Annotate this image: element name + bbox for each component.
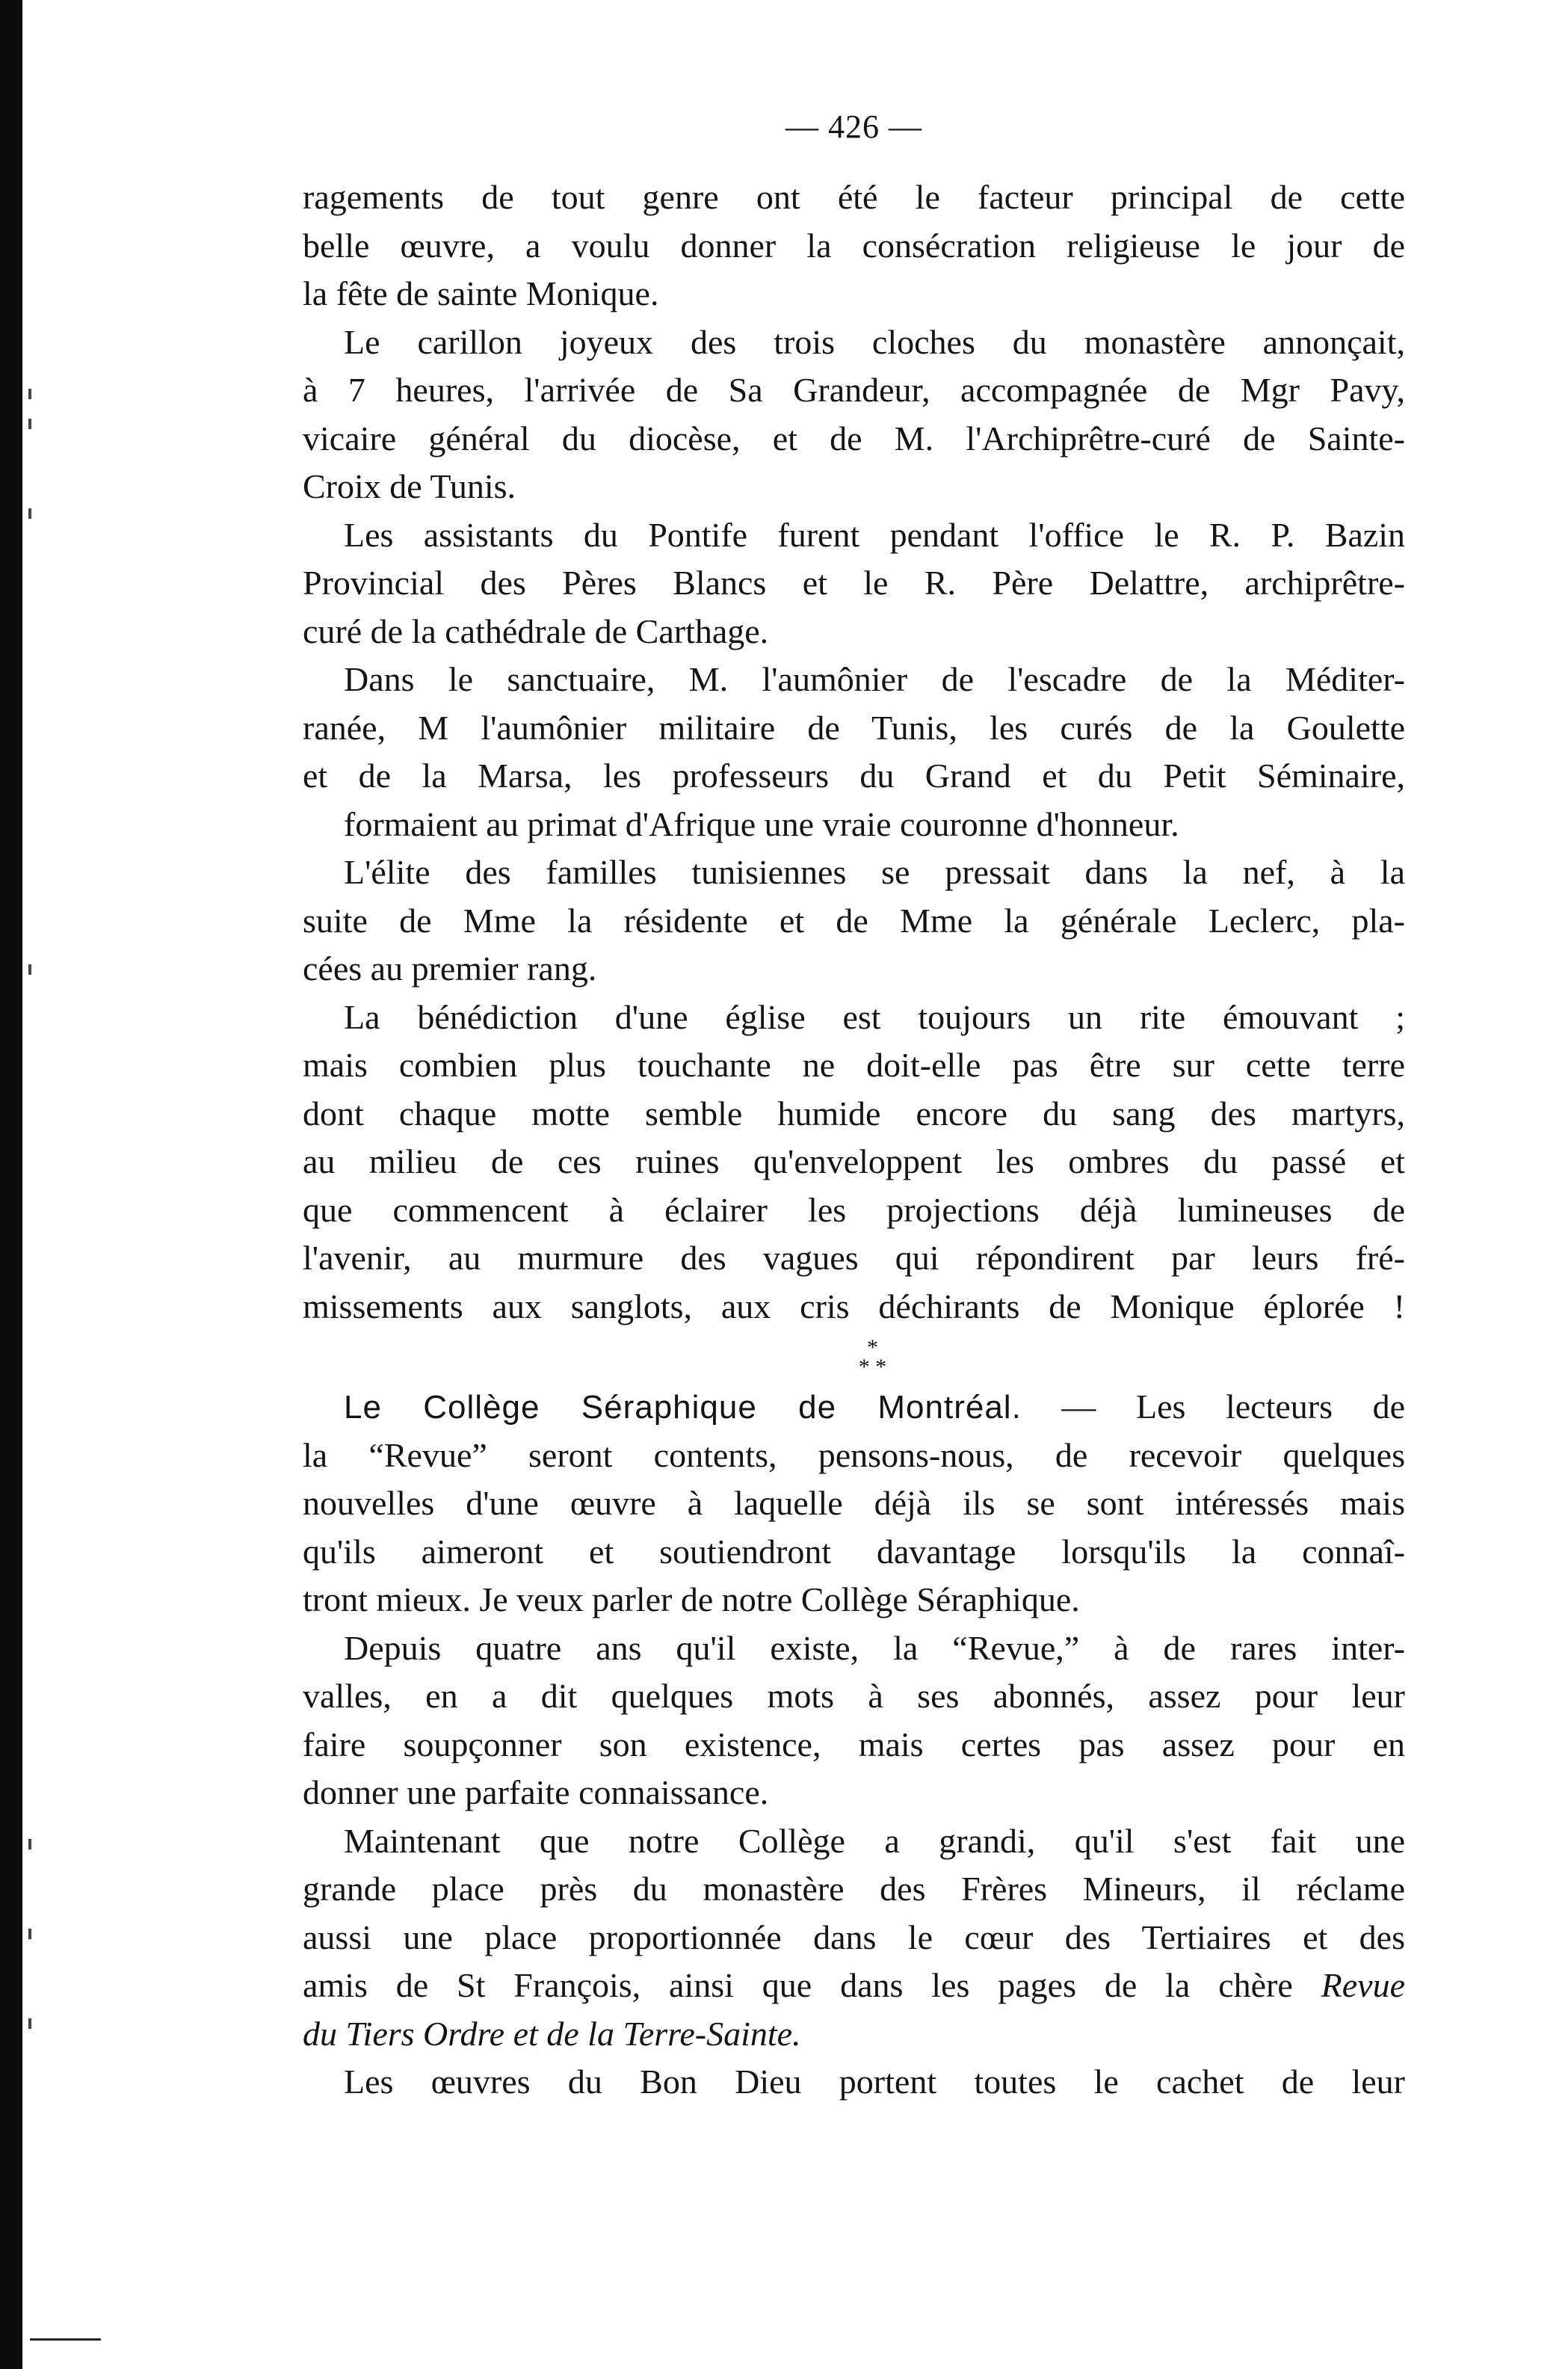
- margin-mark: [28, 419, 31, 429]
- text-line: vicaire général du diocèse, et de M. l'Archiprêtre-curé de Sainte-: [303, 419, 1405, 458]
- text-line: nouvelles d'une œuvre à laquelle déjà ils se sont intéressés mais: [303, 1484, 1405, 1522]
- text-line: Maintenant que notre Collège a grandi, qu'il s'est fait une: [344, 1821, 1405, 1860]
- text-line: Le carillon joyeux des trois cloches du monastère annonçait,: [344, 322, 1405, 361]
- text-line: belle œuvre, a voulu donner la consécration religieuse le jour de: [303, 226, 1405, 265]
- paragraph: [303, 511, 1405, 656]
- text-line: qu'ils aimeront et soutiendront davantage lorsqu'ils la connaî-: [303, 1532, 1405, 1571]
- margin-mark: [28, 389, 31, 399]
- text-line: faire soupçonner son existence, mais certes pas assez pour en: [303, 1725, 1405, 1763]
- italic-title: Revue: [1321, 1966, 1405, 2004]
- margin-mark: [28, 1929, 31, 1939]
- paragraph: [303, 2058, 1405, 2107]
- margin-mark: [28, 2018, 31, 2029]
- text-line: dont chaque motte semble humide encore du sang des martyrs,: [303, 1094, 1405, 1133]
- asterism-separator: [303, 1331, 1405, 1383]
- margin-mark: [28, 508, 31, 519]
- text-line: Depuis quatre ans qu'il existe, la “Revue,” à de rares inter-: [344, 1628, 1405, 1667]
- text-line: Les assistants du Pontife furent pendant l'office le R. P. Bazin: [344, 515, 1405, 554]
- page-number: — 426 —: [785, 108, 922, 145]
- page-body: [303, 105, 1405, 2107]
- text-line: aussi une place proportionnée dans le cœur des Tertiaires et des: [303, 1917, 1405, 1956]
- text-line: ranée, M l'aumônier militaire de Tunis, les curés de la Goulette: [303, 708, 1405, 747]
- text-line: à 7 heures, l'arrivée de Sa Grandeur, accompagnée de Mgr Pavy,: [303, 371, 1405, 409]
- text-line: que commencent à éclairer les projections déjà lumineuses de: [303, 1190, 1405, 1229]
- paragraph: [303, 1817, 1405, 2059]
- text-line: Croix de Tunis.: [303, 467, 516, 505]
- text-line: missements aux sanglots, aux cris déchirants de Monique éplorée !: [303, 1287, 1405, 1325]
- section-heading-line: [303, 1383, 1405, 1432]
- text-line: curé de la cathédrale de Carthage.: [303, 611, 769, 650]
- em-dash: —: [1021, 1387, 1136, 1426]
- text-line: suite de Mme la résidente et de Mme la générale Leclerc, pla-: [303, 901, 1405, 940]
- text-line: L'élite des familles tunisiennes se pressait dans la nef, à la: [344, 853, 1405, 891]
- text-line: Provincial des Pères Blancs et le R. Père Delattre, archiprêtre-: [303, 564, 1405, 602]
- text-line: ragements de tout genre ont été le facteur principal de cette: [303, 178, 1405, 216]
- italic-title-line: du Tiers Ordre et de la Terre-Sainte.: [303, 2014, 801, 2053]
- margin-mark: [28, 964, 31, 975]
- paragraph: [303, 656, 1405, 848]
- paragraph: [303, 1383, 1405, 1624]
- footer-rule: [30, 2338, 101, 2341]
- asterism-top: *: [867, 1335, 878, 1360]
- paragraph: [303, 993, 1405, 1331]
- text-line: La bénédiction d'une église est toujours un rite émouvant ;: [344, 997, 1405, 1036]
- text-line: mais combien plus touchante ne doit-elle pas être sur cette terre: [303, 1046, 1405, 1084]
- text-line: donner une parfaite connaissance.: [303, 1773, 769, 1811]
- text-line: Dans le sanctuaire, M. l'aumônier de l'escadre de la Méditer-: [344, 660, 1405, 698]
- text-line: tront mieux. Je veux parler de notre Collège Séraphique.: [303, 1580, 1080, 1618]
- text-line: au milieu de ces ruines qu'enveloppent les ombres du passé et: [303, 1142, 1405, 1180]
- text-line: et de la Marsa, les professeurs du Grand et du Petit Séminaire,: [303, 757, 1405, 795]
- section-heading: Le Collège Séraphique de Montréal.: [344, 1389, 1022, 1426]
- paragraph: [303, 1624, 1405, 1817]
- paragraph: [303, 318, 1405, 511]
- text-line: formaient au primat d'Afrique une vraie couronne d'honneur.: [344, 804, 1179, 843]
- text-line: grande place près du monastère des Frères Mineurs, il réclame: [303, 1870, 1405, 1908]
- text-line: l'avenir, au murmure des vagues qui répondirent par leurs fré-: [303, 1239, 1405, 1277]
- binding-edge: [0, 0, 22, 2369]
- text-line: la fête de sainte Monique.: [303, 274, 659, 312]
- text-fragment: amis de St François, ainsi que dans les pages de la chère: [303, 1966, 1293, 2004]
- text-line: valles, en a dit quelques mots à ses abonnés, assez pour leur: [303, 1677, 1405, 1715]
- margin-mark: [28, 1839, 31, 1849]
- paragraph: [303, 848, 1405, 993]
- text-line: Les œuvres du Bon Dieu portent toutes le cachet de leur: [344, 2063, 1405, 2101]
- text-fragment: Les lecteurs de: [1135, 1387, 1405, 1426]
- text-line: cées au premier rang.: [303, 949, 597, 988]
- text-line: la “Revue” seront contents, pensons-nous, de recevoir quelques: [303, 1435, 1405, 1474]
- asterism-bottom: * *: [858, 1355, 887, 1379]
- paragraph: [303, 173, 1405, 318]
- text-line-with-italic: [303, 1962, 1405, 2010]
